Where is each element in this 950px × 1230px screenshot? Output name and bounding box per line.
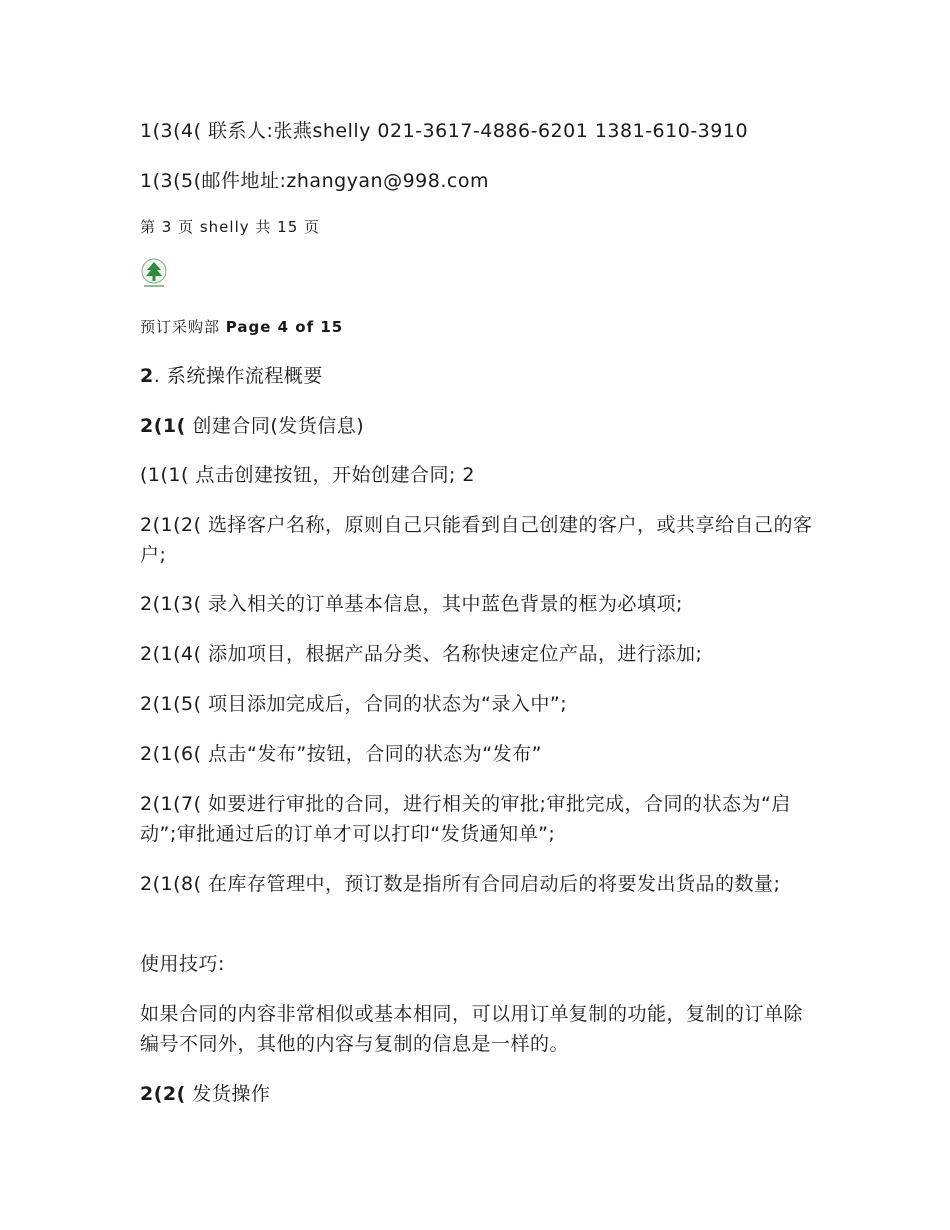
subsection-number: 2(1(	[140, 415, 186, 437]
subsection-number: 2(2(	[140, 1083, 186, 1105]
company-logo-icon	[140, 258, 168, 290]
step-1: (1(1( 点击创建按钮，开始创建合同; 2	[140, 464, 475, 486]
step-8: 2(1(8( 在库存管理中，预订数是指所有合同启动后的将要发出货品的数量;	[140, 873, 781, 895]
email-line: 1(3(5(邮件地址:zhangyan@998.com	[140, 170, 489, 192]
page-footer: 第 3 页 shelly 共 15 页	[140, 218, 321, 236]
subsection-title: 创建合同(发货信息)	[185, 415, 365, 437]
subsection-title: 发货操作	[185, 1083, 271, 1105]
contact-line: 1(3(4( 联系人:张燕shelly 021-3617-4886-6201 1381-610-3910	[140, 120, 749, 142]
step-5: 2(1(5( 项目添加完成后，合同的状态为“录入中”;	[140, 693, 568, 715]
step-6: 2(1(6( 点击“发布”按钮，合同的状态为“发布”	[140, 743, 542, 765]
subsection-heading-2-1	[140, 411, 364, 441]
step-3: 2(1(3( 录入相关的订单基本信息，其中蓝色背景的框为必填项;	[140, 593, 683, 615]
step-7: 2(1(7( 如要进行审批的合同，进行相关的审批;审批完成，合同的状态为“启动”;审批通过后的订单才可以打印“发货通知单”;	[140, 793, 791, 845]
step-4: 2(1(4( 添加项目，根据产品分类、名称快速定位产品，进行添加;	[140, 643, 703, 665]
page-header	[140, 312, 343, 342]
section-title: . 系统操作流程概要	[153, 365, 323, 387]
tips-text: 如果合同的内容非常相似或基本相同，可以用订单复制的功能，复制的订单除编号不同外，其他的内容与复制的信息是一样的。	[140, 1003, 804, 1055]
subsection-heading-2-2	[140, 1079, 270, 1109]
header-page-number: Page 4 of 15	[225, 318, 344, 336]
tips-label: 使用技巧:	[140, 953, 225, 975]
step-2: 2(1(2( 选择客户名称，原则自己只能看到自己创建的客户，或共享给自己的客户;	[140, 514, 813, 566]
section-number: 2	[140, 365, 154, 387]
section-heading-2	[140, 361, 323, 391]
header-dept: 预订采购部	[140, 318, 226, 336]
